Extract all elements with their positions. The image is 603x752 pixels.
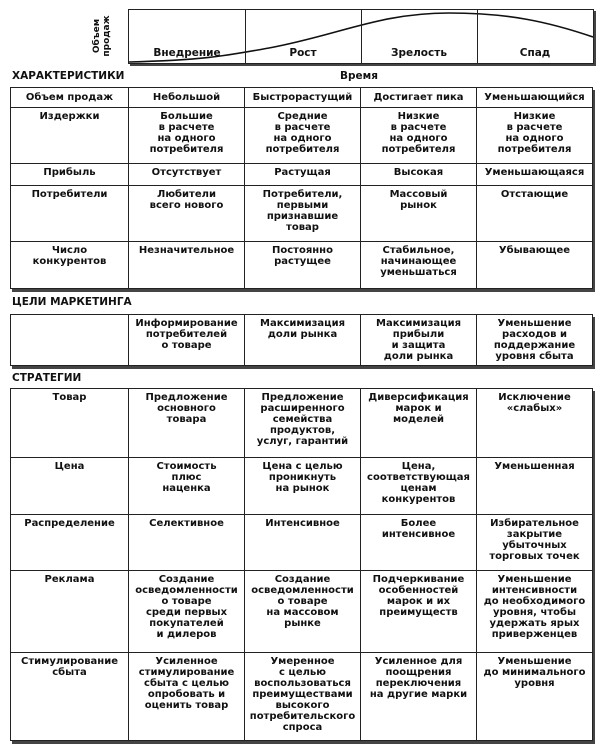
y-axis-label: Объем продаж [92, 15, 112, 57]
characteristics-table [10, 87, 593, 289]
row-header: Реклама [11, 571, 129, 653]
table-cell: Небольшой [129, 88, 245, 108]
table-cell: Быстрорастущий [245, 88, 361, 108]
table-cell: Массовый рынок [361, 186, 477, 242]
table-cell: Более интенсивное [361, 515, 477, 571]
table-cell: Высокая [361, 164, 477, 186]
table-cell: Стабильное, начинающее уменьшаться [361, 242, 477, 289]
stage-growth: Рост [289, 47, 317, 59]
row-header: Число конкурентов [11, 242, 129, 289]
table-cell: Уменьшающаяся [477, 164, 593, 186]
table-cell: Большие в расчете на одного потребителя [129, 108, 245, 164]
table-cell: Уменьшение интенсивности до необходимого уровня, чтобы удержать ярых приверженцев [477, 571, 593, 653]
strategies-table [10, 388, 593, 741]
table-row [11, 88, 593, 108]
table-cell: Максимизация доли рынка [245, 315, 361, 366]
table-cell: Информирование потребителей о товаре [129, 315, 245, 366]
table-cell: Создание осведомленности о товаре на массовом рынке [245, 571, 361, 653]
table-cell: Низкие в расчете на одного потребителя [361, 108, 477, 164]
row-header: Объем продаж [11, 88, 129, 108]
table-cell: Исключение «слабых» [477, 389, 593, 458]
table-cell: Цена с целью проникнуть на рынок [245, 458, 361, 515]
table-cell: Стоимость плюс наценка [129, 458, 245, 515]
row-header: Издержки [11, 108, 129, 164]
table-cell: Умеренное с целью воспользоваться преимуществами высокого потребительского спроса [245, 653, 361, 741]
table-row [11, 242, 593, 289]
table-row [11, 186, 593, 242]
table-cell: Создание осведомленности о товаре среди первых покупателей и дилеров [129, 571, 245, 653]
stage-maturity: Зрелость [391, 47, 447, 59]
goals-title: ЦЕЛИ МАРКЕТИНГА [12, 296, 132, 308]
table-cell: Избирательное закрытие убыточных торговых точек [477, 515, 593, 571]
table-cell: Селективное [129, 515, 245, 571]
table-cell: Предложение основного товара [129, 389, 245, 458]
goals-table [10, 314, 593, 366]
characteristics-title: ХАРАКТЕРИСТИКИ [12, 70, 125, 82]
table-cell: Предложение расширенного семейства продуктов, услуг, гарантий [245, 389, 361, 458]
table-row [11, 515, 593, 571]
table-cell: Диверсификация марок и моделей [361, 389, 477, 458]
row-header: Потребители [11, 186, 129, 242]
life-cycle-chart [128, 9, 594, 64]
table-row [11, 389, 593, 458]
table-cell: Незначительное [129, 242, 245, 289]
table-cell: Уменьшение расходов и поддержание уровня сбыта [477, 315, 593, 366]
table-cell: Уменьшенная [477, 458, 593, 515]
table-cell: Отсутствует [129, 164, 245, 186]
table-cell: Постоянно растущее [245, 242, 361, 289]
table-cell: Убывающее [477, 242, 593, 289]
table-cell: Отстающие [477, 186, 593, 242]
table-row [11, 164, 593, 186]
table-cell: Низкие в расчете на одного потребителя [477, 108, 593, 164]
stage-decline: Спад [519, 47, 551, 59]
table-cell: Уменьшающийся [477, 88, 593, 108]
table-row [11, 653, 593, 741]
stage-introduction: Внедрение [153, 47, 221, 59]
table-cell: Растущая [245, 164, 361, 186]
table-cell: Цена, соответствующая ценам конкурентов [361, 458, 477, 515]
table-row [11, 571, 593, 653]
table-cell: Усиленное стимулирование сбыта с целью опробовать и оценить товар [129, 653, 245, 741]
table-row [11, 108, 593, 164]
row-header: Товар [11, 389, 129, 458]
row-header: Прибыль [11, 164, 129, 186]
table-cell: Потребители, первыми признавшие товар [245, 186, 361, 242]
row-header [11, 315, 129, 366]
table-cell: Усиленное для поощрения переключения на другие марки [361, 653, 477, 741]
row-header: Цена [11, 458, 129, 515]
table-row [11, 315, 593, 366]
table-row [11, 458, 593, 515]
strategies-title: СТРАТЕГИИ [12, 372, 82, 384]
table-cell: Максимизация прибыли и защита доли рынка [361, 315, 477, 366]
table-cell: Достигает пика [361, 88, 477, 108]
row-header: Распределение [11, 515, 129, 571]
table-cell: Подчеркивание особенностей марок и их преимуществ [361, 571, 477, 653]
row-header: Стимулирование сбыта [11, 653, 129, 741]
table-cell: Уменьшение до минимального уровня [477, 653, 593, 741]
table-cell: Любители всего нового [129, 186, 245, 242]
table-cell: Средние в расчете на одного потребителя [245, 108, 361, 164]
x-axis-label: Время [340, 70, 378, 82]
table-cell: Интенсивное [245, 515, 361, 571]
